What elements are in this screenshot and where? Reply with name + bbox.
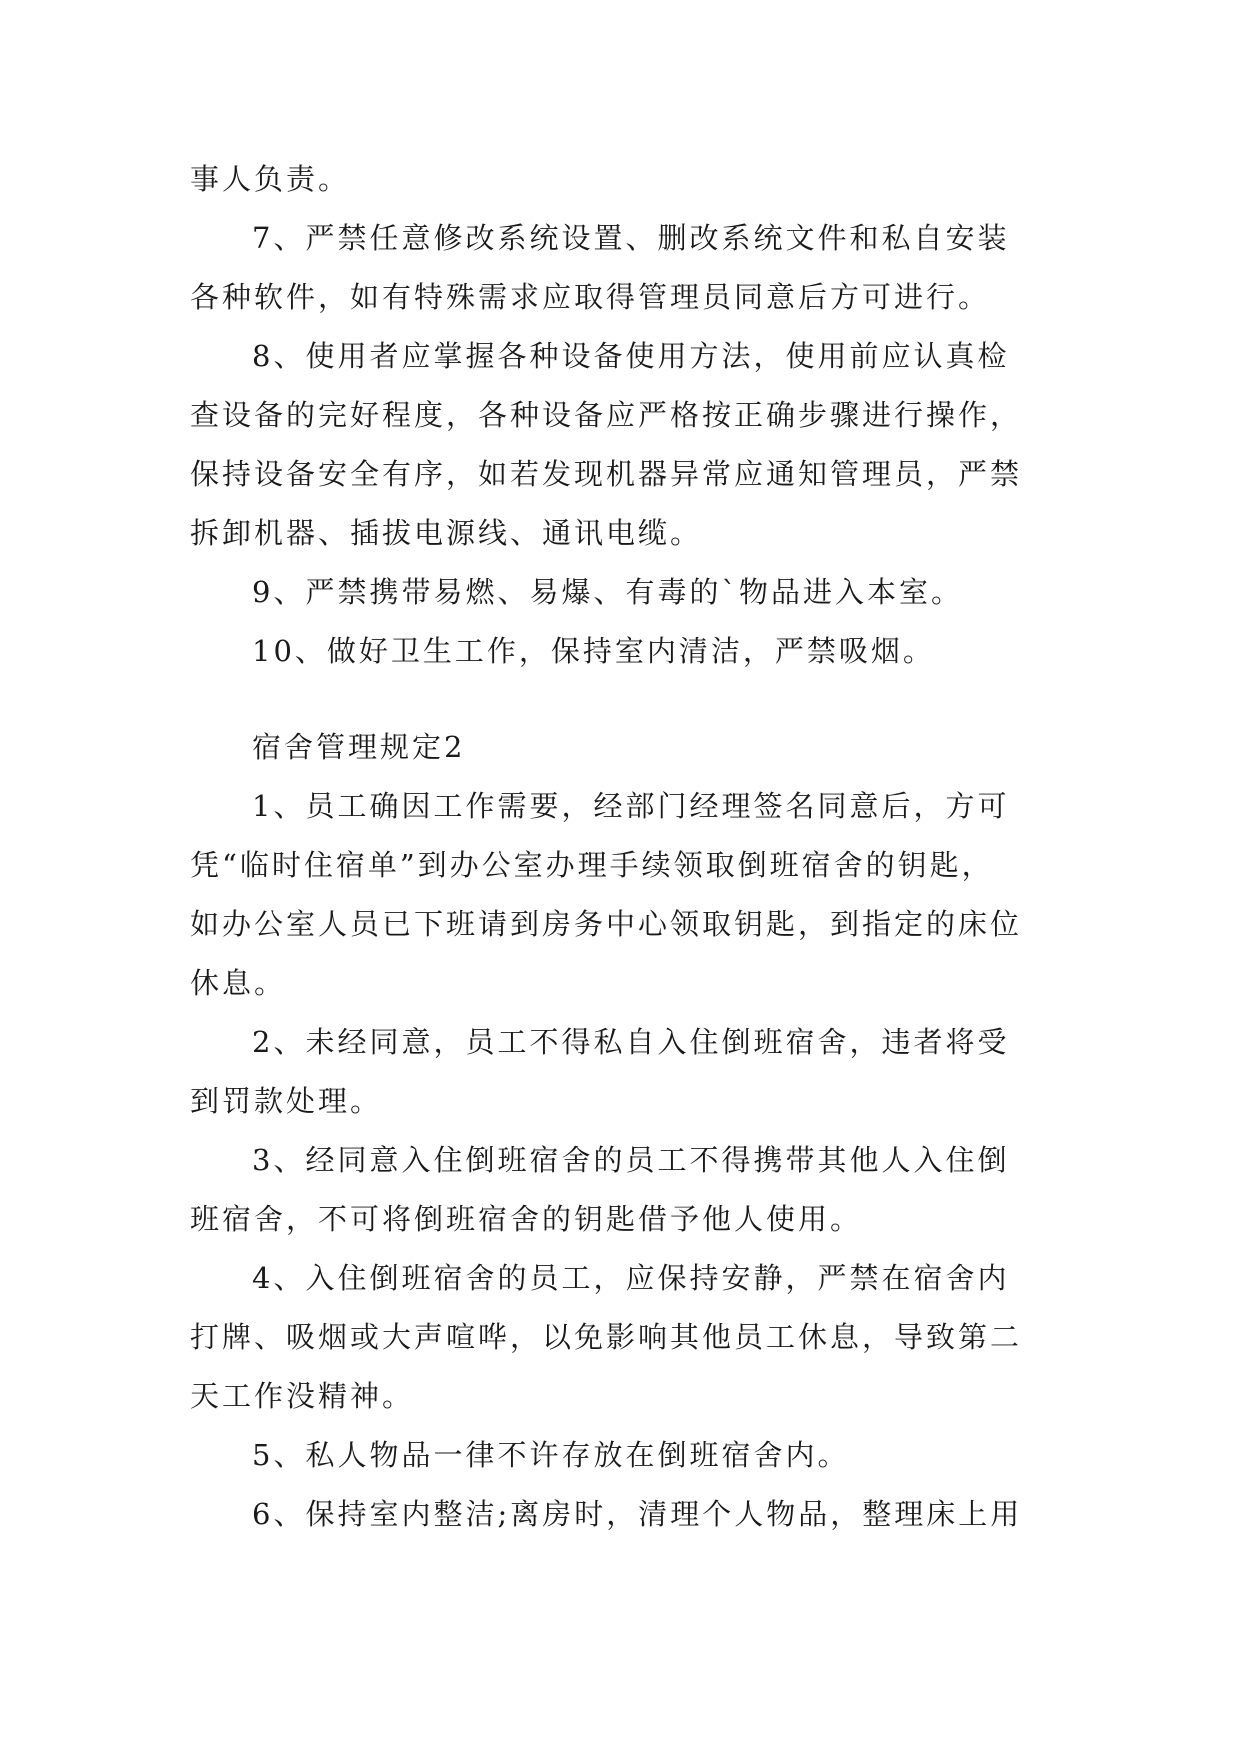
paragraph-line: 1、员工确因工作需要，经部门经理签名同意后，方可 (252, 789, 1010, 823)
section-gap (190, 681, 1050, 718)
paragraph-line: 2、未经同意，员工不得私自入住倒班宿舍，违者将受 (252, 1025, 1010, 1059)
document-body (190, 150, 1050, 1544)
paragraph-line: 如办公室人员已下班请到房务中心领取钥匙，到指定的床位 (190, 907, 1023, 941)
paragraph-line: 3、经同意入住倒班宿舍的员工不得携带其他人入住倒 (252, 1143, 1010, 1177)
paragraph-line: 拆卸机器、插拔电源线、通讯电缆。 (190, 516, 703, 550)
paragraph-line: 保持设备安全有序，如若发现机器异常应通知管理员，严禁 (190, 457, 1023, 491)
paragraph-line: 9、严禁携带易燃、易爆、有毒的`物品进入本室。 (252, 575, 963, 609)
paragraph-line: 6、保持室内整洁;离房时，清理个人物品，整理床上用 (252, 1497, 1023, 1531)
paragraph-line: 7、严禁任意修改系统设置、删改系统文件和私自安装 (252, 221, 1010, 255)
paragraph-line: 8、使用者应掌握各种设备使用方法，使用前应认真检 (252, 339, 1010, 373)
paragraph-line: 4、入住倒班宿舍的员工，应保持安静，严禁在宿舍内 (252, 1261, 1010, 1295)
section-title: 宿舍管理规定2 (252, 730, 466, 764)
paragraph-line: 10、做好卫生工作，保持室内清洁，严禁吸烟。 (252, 634, 935, 668)
paragraph-line: 休息。 (190, 966, 287, 1000)
paragraph-line: 到罚款处理。 (190, 1084, 383, 1118)
paragraph-line: 事人负责。 (190, 162, 351, 196)
paragraph-line: 凭“临时住宿单”到办公室办理手续领取倒班宿舍的钥匙， (190, 848, 994, 882)
paragraph-line: 班宿舍，不可将倒班宿舍的钥匙借予他人使用。 (190, 1202, 863, 1236)
paragraph-line: 天工作没精神。 (190, 1379, 415, 1413)
paragraph-line: 查设备的完好程度，各种设备应严格按正确步骤进行操作， (190, 398, 1023, 432)
paragraph-line: 5、私人物品一律不许存放在倒班宿舍内。 (252, 1438, 850, 1472)
paragraph-line: 打牌、吸烟或大声喧哗，以免影响其他员工休息，导致第二 (190, 1320, 1023, 1354)
paragraph-line: 各种软件，如有特殊需求应取得管理员同意后方可进行。 (190, 280, 991, 314)
